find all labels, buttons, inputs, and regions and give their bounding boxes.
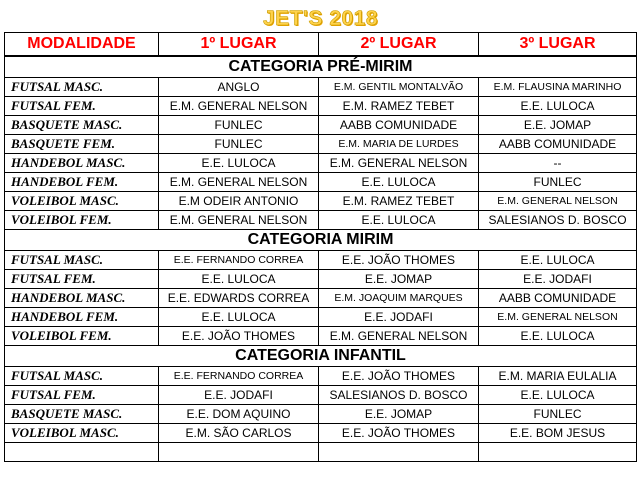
table-row [5,173,637,192]
second-place-cell: E.M. GENTIL MONTALVÃO [319,78,479,97]
table-row [5,270,637,289]
third-place-cell: AABB COMUNIDADE [479,135,637,154]
table-row [5,135,637,154]
third-place-cell: E.E. LULOCA [479,386,637,405]
third-place-cell: E.E. BOM JESUS [479,424,637,443]
category-row [5,230,637,251]
sport-cell: HANDEBOL MASC. [5,154,159,173]
empty-cell [479,443,637,462]
first-place-cell: E.E. DOM AQUINO [159,405,319,424]
header-row [5,33,637,57]
third-place-cell: E.M. FLAUSINA MARINHO [479,78,637,97]
empty-cell [159,443,319,462]
third-place-cell: E.E. LULOCA [479,97,637,116]
table-row [5,251,637,270]
header-modalidade: MODALIDADE [5,33,159,57]
third-place-cell: E.M. GENERAL NELSON [479,308,637,327]
results-sheet [4,6,636,462]
second-place-cell: E.E. LULOCA [319,211,479,230]
table-row [5,308,637,327]
first-place-cell: E.M. GENERAL NELSON [159,211,319,230]
title-row [5,6,637,33]
sport-cell: FUTSAL MASC. [5,251,159,270]
sport-cell: FUTSAL FEM. [5,386,159,405]
second-place-cell: E.M. JOAQUIM MARQUES [319,289,479,308]
second-place-cell: E.E. JOÃO THOMES [319,367,479,386]
sport-cell: FUTSAL MASC. [5,367,159,386]
second-place-cell: E.M. RAMEZ TEBET [319,97,479,116]
third-place-cell: E.M. GENERAL NELSON [479,192,637,211]
third-place-cell: E.E. LULOCA [479,327,637,346]
second-place-cell: AABB COMUNIDADE [319,116,479,135]
third-place-cell: E.M. MARIA EULALIA [479,367,637,386]
third-place-cell: -- [479,154,637,173]
table-row [5,289,637,308]
first-place-cell: E.E. JOÃO THOMES [159,327,319,346]
third-place-cell: E.E. JOMAP [479,116,637,135]
second-place-cell: E.E. JOÃO THOMES [319,424,479,443]
second-place-cell: E.E. JODAFI [319,308,479,327]
first-place-cell: E.E. LULOCA [159,308,319,327]
first-place-cell: E.E. JODAFI [159,386,319,405]
second-place-cell: E.M. GENERAL NELSON [319,154,479,173]
table-row [5,327,637,346]
first-place-cell: E.E. FERNANDO CORREA [159,251,319,270]
third-place-cell: FUNLEC [479,173,637,192]
table-row [5,211,637,230]
category-row [5,346,637,367]
sport-cell: FUTSAL FEM. [5,97,159,116]
category-title: CATEGORIA INFANTIL [5,346,637,367]
third-place-cell: E.E. JODAFI [479,270,637,289]
first-place-cell: E.E. EDWARDS CORREA [159,289,319,308]
second-place-cell: E.M. GENERAL NELSON [319,327,479,346]
first-place-cell: E.M. SÃO CARLOS [159,424,319,443]
table-row [5,154,637,173]
table-row [5,386,637,405]
second-place-cell: E.E. LULOCA [319,173,479,192]
table-row [5,116,637,135]
header-second-place: 2º LUGAR [319,33,479,57]
first-place-cell: E.M. GENERAL NELSON [159,173,319,192]
sport-cell: FUTSAL MASC. [5,78,159,97]
first-place-cell: E.E. LULOCA [159,270,319,289]
first-place-cell: ANGLO [159,78,319,97]
empty-cell [319,443,479,462]
third-place-cell: AABB COMUNIDADE [479,289,637,308]
third-place-cell: FUNLEC [479,405,637,424]
table-row [5,97,637,116]
first-place-cell: E.M ODEIR ANTONIO [159,192,319,211]
header-third-place: 3º LUGAR [479,33,637,57]
first-place-cell: FUNLEC [159,135,319,154]
category-title: CATEGORIA MIRIM [5,230,637,251]
sport-cell: VOLEIBOL FEM. [5,327,159,346]
second-place-cell: E.M. RAMEZ TEBET [319,192,479,211]
sport-cell: BASQUETE FEM. [5,135,159,154]
sport-cell: FUTSAL FEM. [5,270,159,289]
sport-cell: VOLEIBOL MASC. [5,424,159,443]
category-title: CATEGORIA PRÉ-MIRIM [5,56,637,78]
empty-row [5,443,637,462]
second-place-cell: E.E. JOMAP [319,270,479,289]
table-row [5,367,637,386]
header-first-place: 1º LUGAR [159,33,319,57]
first-place-cell: E.E. FERNANDO CORREA [159,367,319,386]
sport-cell: BASQUETE MASC. [5,405,159,424]
table-row [5,405,637,424]
sport-cell: VOLEIBOL MASC. [5,192,159,211]
second-place-cell: E.M. MARIA DE LURDES [319,135,479,154]
table-row [5,78,637,97]
third-place-cell: E.E. LULOCA [479,251,637,270]
page-title: JET'S 2018 [5,6,637,33]
second-place-cell: SALESIANOS D. BOSCO [319,386,479,405]
sport-cell: HANDEBOL MASC. [5,289,159,308]
first-place-cell: E.M. GENERAL NELSON [159,97,319,116]
first-place-cell: FUNLEC [159,116,319,135]
empty-cell [5,443,159,462]
sport-cell: VOLEIBOL FEM. [5,211,159,230]
category-row [5,56,637,78]
sport-cell: HANDEBOL FEM. [5,308,159,327]
first-place-cell: E.E. LULOCA [159,154,319,173]
results-table [4,6,637,462]
second-place-cell: E.E. JOMAP [319,405,479,424]
sport-cell: BASQUETE MASC. [5,116,159,135]
sport-cell: HANDEBOL FEM. [5,173,159,192]
third-place-cell: SALESIANOS D. BOSCO [479,211,637,230]
table-row [5,192,637,211]
results-body [5,56,637,462]
second-place-cell: E.E. JOÃO THOMES [319,251,479,270]
table-row [5,424,637,443]
